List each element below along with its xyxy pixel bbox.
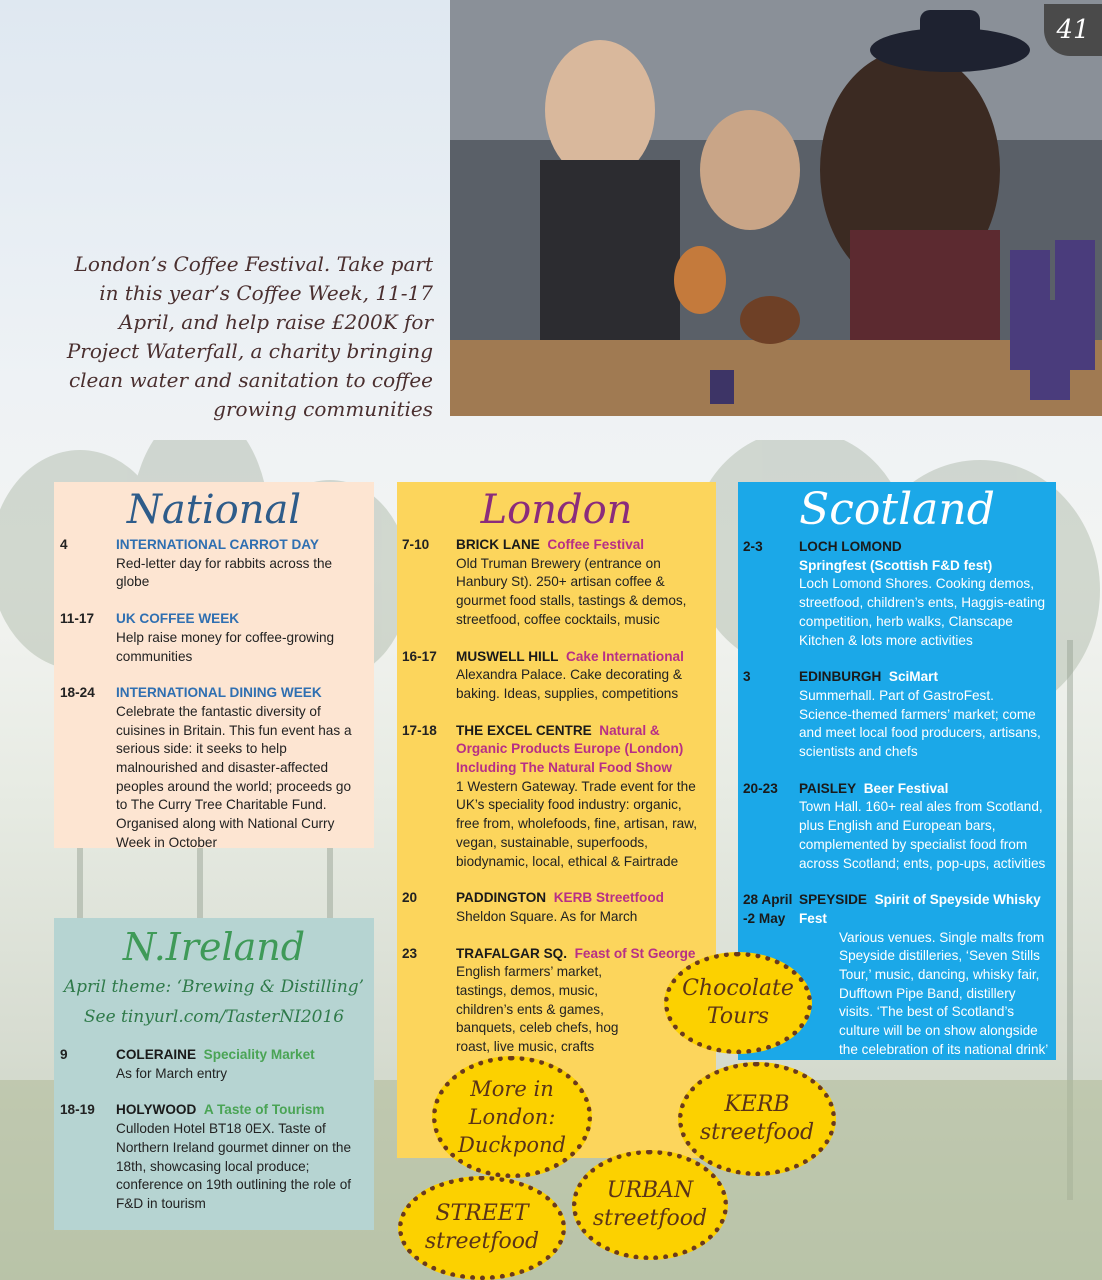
bubble-label: STREET streetfood [424,1201,540,1254]
chocolate-tours-bubble [664,952,812,1054]
event-title: A Taste of Tourism [203,1102,325,1118]
event-desc: Help raise money for coffee-growing communities [116,629,335,664]
event-place: BRICK LANE [456,537,540,552]
event-date: 17-18 [402,722,437,738]
bubble-label: Chocolate Tours [682,976,794,1029]
event-desc: Town Hall. 160+ real ales from Scotland, plus English and European bars, complemented by specialist food from across Scotland; ents, pop-ups, activities [799,799,1046,871]
list-item [397,889,706,926]
event-date: 16-17 [402,648,437,664]
event-date: 28 April -2 May [743,892,793,926]
event-date: 4 [60,537,68,552]
event-date: 9 [60,1047,68,1062]
event-desc: Celebrate the fantastic diversity of cuisines in Britain. This fun event has a serious side: it seeks to help malnourished and disaster-affected peoples around the world; proceeds go to The Curry Tree Charitable Fund. Organised along with National Curry Week in October [116,703,352,850]
scotland-heading: Scotland [799,484,995,535]
event-desc: 1 Western Gateway. Trade event for the UK’s speciality food industry: organic, free from, wholefoods, fine, artisan, raw, vegan, sustainable, superfoods, biodynamic, local, ethical & Fairtrade [456,778,698,869]
event-date: 7-10 [402,537,430,552]
event-desc: Alexandra Palace. Cake decorating & baking. Ideas, supplies, competitions [456,667,682,701]
event-title: Spirit of Speyside Whisky Fest [799,892,1041,926]
kerb-bubble [678,1062,836,1176]
london-heading: London [480,487,633,533]
event-place: COLERAINE [116,1047,197,1062]
event-title: INTERNATIONAL DINING WEEK [116,685,322,701]
list-item [54,684,366,852]
event-title: Speciality Market [203,1047,315,1062]
event-title: KERB Streetfood [553,890,664,906]
list-item [54,1101,366,1213]
event-title: UK COFFEE WEEK [116,611,240,627]
national-heading: National [126,487,302,533]
event-desc: Sheldon Square. As for March [456,908,638,924]
event-date: 18-19 [60,1102,95,1118]
event-date: 3 [743,669,751,685]
national-panel [54,482,374,848]
event-date: 20 [402,890,418,906]
event-title: SciMart [888,669,938,685]
event-desc: Red-letter day for rabbits across the globe [116,555,333,590]
event-date: 11-17 [60,611,95,627]
urban-bubble [572,1150,728,1260]
nireland-link[interactable]: See tinyurl.com/TasterNI2016 [83,1007,345,1027]
street-bubble [398,1176,566,1280]
list-item [54,536,366,592]
bubble-label: URBAN streetfood [592,1178,708,1231]
coffee-festival-photo [450,0,1102,416]
event-date: 23 [402,945,418,961]
page-number: 41 [1044,4,1102,56]
event-date: 20-23 [743,780,778,796]
event-place: EDINBURGH [799,669,882,685]
list-item [54,1046,366,1083]
event-desc: Summerhall. Part of GastroFest. Science-themed farmers’ market; come and meet local food producers, artisans, scientists and chefs [799,687,1041,760]
event-desc: Various venues. Single malts from Speyside distilleries, ‘Seven Stills Tour,’ music, dancing, whisky fair, Dufftown Pipe Band, distillery visits. ‘The best of Scotland’s culture will be on show alongside the celebration of its national drink’ [839,929,1049,1057]
event-title: Natural & Organic Products Europe (London) Including The Natural Food Show [456,722,684,776]
event-place: MUSWELL HILL [456,648,559,664]
bubble-label: More in London: Duckpond [458,1077,566,1157]
event-title: Cake International [566,648,684,664]
list-item [397,648,706,704]
event-title: Coffee Festival [547,537,645,552]
bubble-label: KERB streetfood [699,1092,815,1145]
london-panel [397,482,716,1158]
nireland-theme: April theme: ‘Brewing & Distilling’ [63,977,365,997]
list-item [738,538,1050,650]
nireland-panel [54,918,374,1230]
list-item [738,780,1050,874]
event-title: Springfest (Scottish F&D fest) [799,557,993,573]
photo-caption: London’s Coffee Festival. Take part in this year’s Coffee Week, 11-17 April, and help raise £200K for Project Waterfall, a charity bringing clean water and sanitation to coffee growing communities [66,252,433,421]
event-desc: Loch Lomond Shores. Cooking demos, streetfood, children’s ents, Haggis-eating competition, herb walks, Clanscape Kitchen & lots more activities [799,576,1046,648]
list-item [738,668,1050,762]
list-item [397,536,706,630]
event-place: PADDINGTON [456,890,547,906]
event-place: PAISLEY [799,780,857,796]
list-item [397,945,706,1057]
event-title: Beer Festival [863,780,949,796]
duckpond-bubble [432,1056,592,1178]
event-desc: As for March entry [116,1065,228,1081]
event-place: LOCH LOMOND [799,539,902,554]
event-place: THE EXCEL CENTRE [456,722,592,738]
event-place: SPEYSIDE [799,892,867,908]
event-place: TRAFALGAR SQ. [456,945,568,961]
event-desc: Culloden Hotel BT18 0EX. Taste of Northern Ireland gourmet dinner on the 18th, showcasing local produce; conference on 19th outlining the role of F&D in tourism [116,1121,352,1211]
event-desc: English farmers’ market, tastings, demos, music, children’s ents & games, banquets, celeb chefs, hog roast, live music, crafts [456,964,619,1055]
nireland-heading: N.Ireland [122,925,306,969]
event-place: HOLYWOOD [116,1102,197,1118]
list-item [54,610,366,666]
event-date: 2-3 [743,539,763,554]
event-title: INTERNATIONAL CARROT DAY [116,537,319,552]
event-desc: Old Truman Brewery (entrance on Hanbury St). 250+ artisan coffee & gourmet food stalls, tastings & demos, streetfood, coffee cocktails, music [456,555,687,627]
event-date: 18-24 [60,685,95,701]
event-title: Feast of St George [574,945,696,961]
list-item [397,722,706,872]
